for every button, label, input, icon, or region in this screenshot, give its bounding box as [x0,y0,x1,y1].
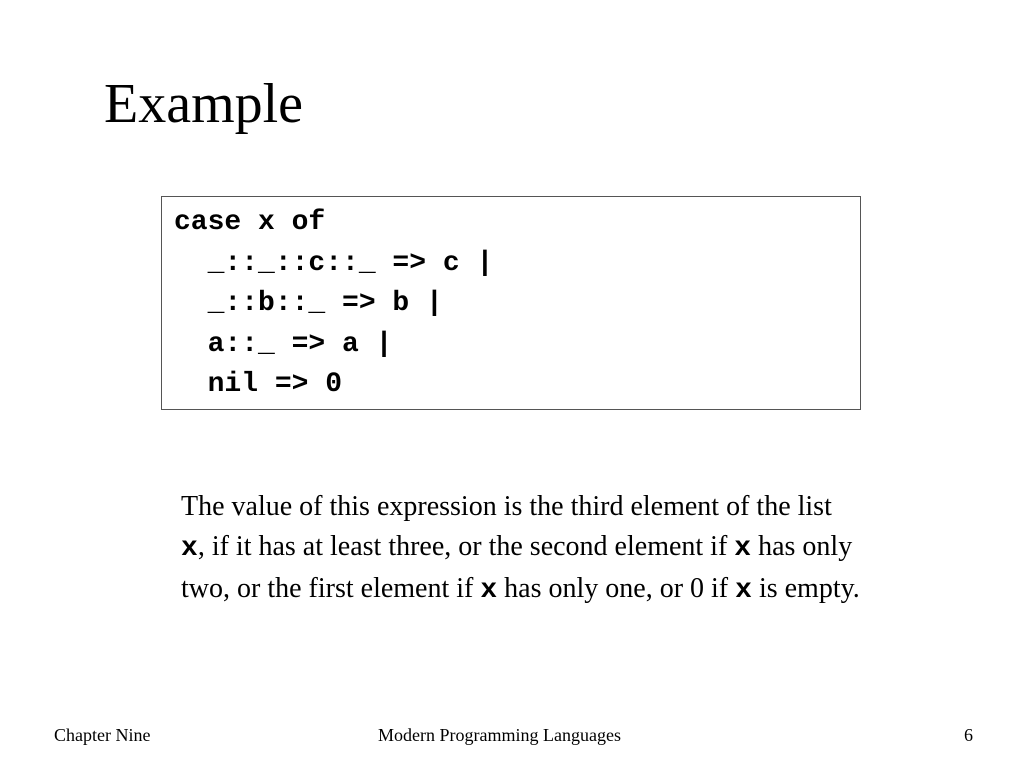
code-line: _::_::c::_ => c | [174,247,494,279]
text-segment: The value of this expression is the third element of the list [181,491,832,522]
footer-book-title: Modern Programming Languages [378,725,621,745]
code-block [161,196,861,410]
slide-title: Example [104,73,304,135]
footer-chapter: Chapter Nine [54,725,151,745]
text-segment: , if it has at least three, or the second element if [197,531,735,562]
text-segment: has only one, or 0 if [497,573,736,604]
footer-page-number: 6 [964,725,973,745]
code-variable: x [734,533,752,564]
explanation-paragraph [181,487,861,611]
code-line: case x of [174,207,326,238]
text-segment: is empty. [751,573,860,604]
code-variable: x [735,575,752,606]
code-variable: x [480,575,498,606]
code-variable: x [181,533,198,564]
text-segment: has only two, or the first element if [181,531,853,604]
code-line: _::b::_ => b | [174,288,443,319]
code-line: a::_ => a | [174,328,393,360]
code-line: nil => 0 [174,369,343,400]
